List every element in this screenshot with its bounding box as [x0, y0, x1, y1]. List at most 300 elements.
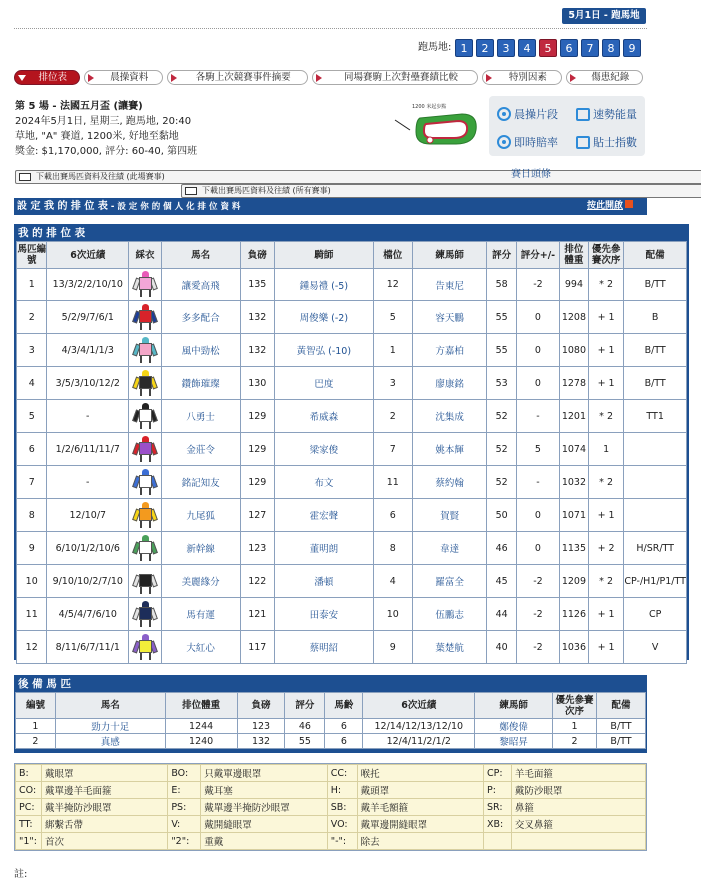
legend-code — [484, 833, 512, 850]
tab-arrow-icon — [18, 75, 26, 85]
cell: - — [516, 466, 559, 499]
legend-code: "-": — [327, 833, 357, 850]
cell — [624, 499, 687, 532]
tool-label: 速勢能量 — [593, 108, 637, 121]
column-header: 6次近績 — [47, 242, 129, 269]
track-map-icon — [390, 100, 482, 158]
cell: + 1 — [588, 334, 623, 367]
play-icon — [497, 107, 511, 121]
cell: -2 — [516, 598, 559, 631]
column-header: 評分+/- — [516, 242, 559, 269]
cell: + 1 — [588, 631, 623, 664]
cell[interactable]: 美麗緣分 — [161, 565, 240, 598]
cell: 132 — [240, 301, 275, 334]
reserve-table — [15, 692, 646, 749]
legend-code: BO: — [168, 765, 201, 782]
silk-yellow-black-icon — [134, 370, 156, 397]
cell[interactable]: 姚本輝 — [412, 433, 487, 466]
legend-code: CP: — [484, 765, 512, 782]
open-label: 按此開啟 — [586, 201, 623, 211]
cell: CP-/H1/P1/TT — [624, 565, 687, 598]
cell: 129 — [240, 433, 275, 466]
horse-row — [17, 499, 687, 532]
legend-desc: 鼻箍 — [511, 799, 645, 816]
legend-desc: 戴頭罩 — [357, 782, 483, 799]
cell: 0 — [516, 532, 559, 565]
cell — [129, 499, 162, 532]
download-all-races-button[interactable] — [181, 184, 701, 198]
cell: 0 — [516, 367, 559, 400]
cell: 1 — [16, 719, 56, 734]
cell: 6 — [17, 433, 47, 466]
silk-white-green-icon — [134, 535, 156, 562]
race-prize: 獎金: $1,170,000, 評分: 60-40, 第四班 — [15, 146, 198, 157]
race-2-button[interactable]: 2 — [476, 39, 494, 57]
cell: 6/10/1/2/10/6 — [47, 532, 129, 565]
horse-row — [17, 433, 687, 466]
section-subtitle: - 設 定 你 的 個 人 化 排 位 資 料 — [107, 202, 241, 212]
cell: 7 — [17, 466, 47, 499]
cell: 55 — [487, 334, 516, 367]
cell: 5 — [373, 301, 412, 334]
race-1-button[interactable]: 1 — [455, 39, 473, 57]
cell: 3/5/3/10/12/2 — [47, 367, 129, 400]
cell: 3 — [17, 334, 47, 367]
download-label: 下載出賽馬匹資料及往績 (此場賽事) — [36, 172, 165, 181]
cell: 1080 — [560, 334, 589, 367]
legend-desc — [511, 833, 645, 850]
cell: 1 — [17, 269, 47, 301]
cell[interactable]: 賀賢 — [412, 499, 487, 532]
cell: + 1 — [588, 598, 623, 631]
cell: 1036 — [560, 631, 589, 664]
cell: 53 — [487, 367, 516, 400]
cell[interactable]: 告東尼 — [412, 269, 487, 301]
column-header: 配備 — [597, 693, 646, 719]
horse-row — [17, 334, 687, 367]
cell: H/SR/TT — [624, 532, 687, 565]
cell[interactable]: 讓愛高飛 — [161, 269, 240, 301]
legend-row — [16, 782, 646, 799]
tab-bar — [14, 69, 647, 85]
cell: B — [624, 301, 687, 334]
cell[interactable]: 董明朗 — [275, 532, 374, 565]
cell[interactable]: 周俊樂 (-2) — [275, 301, 374, 334]
cell[interactable]: 梁家俊 — [275, 433, 374, 466]
tab-label: 同場賽駒上次對壘賽績比較 — [343, 71, 458, 83]
cell — [129, 532, 162, 565]
cell: B/TT — [624, 367, 687, 400]
cell: 5 — [17, 400, 47, 433]
legend-code: "1": — [16, 833, 42, 850]
column-header: 馬名 — [55, 693, 165, 719]
tab-trackwork[interactable] — [84, 70, 163, 85]
open-arrow-icon — [625, 200, 633, 208]
cell: 5 — [516, 433, 559, 466]
tab-arrow-icon — [171, 74, 177, 82]
cell: 46 — [285, 719, 325, 734]
cell: 129 — [240, 466, 275, 499]
cell: 123 — [240, 532, 275, 565]
cell: - — [516, 400, 559, 433]
legend-code: B: — [16, 765, 42, 782]
legend-code: VO: — [327, 816, 357, 833]
race-6-button[interactable]: 6 — [560, 39, 578, 57]
cell[interactable]: 伍鵬志 — [412, 598, 487, 631]
cell[interactable]: 金莊令 — [161, 433, 240, 466]
silk-navy-white-icon — [134, 601, 156, 628]
cell: 135 — [240, 269, 275, 301]
cell: 1208 — [560, 301, 589, 334]
cell[interactable]: 葉楚航 — [412, 631, 487, 664]
cell[interactable]: 蔡約翰 — [412, 466, 487, 499]
tips-index-link[interactable] — [576, 134, 637, 150]
legend-desc: 戴半掩防沙眼罩 — [41, 799, 167, 816]
column-header: 評分 — [487, 242, 516, 269]
legend-code: E: — [168, 782, 201, 799]
column-header: 馬齡 — [325, 693, 363, 719]
cell: -2 — [516, 269, 559, 301]
column-header: 排位體重 — [165, 693, 237, 719]
cell: 1240 — [165, 734, 237, 749]
cell: 11 — [17, 598, 47, 631]
legend-desc: 戴開縫眼罩 — [201, 816, 328, 833]
legend-code: SR: — [484, 799, 512, 816]
venue-label: 跑馬地: — [418, 42, 452, 53]
live-odds-link[interactable] — [497, 134, 558, 150]
cell[interactable]: 田泰安 — [275, 598, 374, 631]
cell[interactable]: 鄭俊偉 — [475, 719, 553, 734]
gear-legend — [14, 763, 647, 851]
cell[interactable]: 鍾易禮 (-5) — [275, 269, 374, 301]
legend-code: CC: — [327, 765, 357, 782]
cell: 2 — [553, 734, 597, 749]
tool-panel — [489, 96, 645, 156]
race-3-button[interactable]: 3 — [497, 39, 515, 57]
cell: 1201 — [560, 400, 589, 433]
cell: 1 — [373, 334, 412, 367]
legend-row — [16, 765, 646, 782]
cell — [129, 269, 162, 301]
odds-icon — [497, 135, 511, 149]
column-header: 編號 — [16, 693, 56, 719]
cell: 0 — [516, 334, 559, 367]
cell: 8 — [373, 532, 412, 565]
cell: 40 — [487, 631, 516, 664]
race-5-button[interactable]: 5 — [539, 39, 557, 57]
cell: 52 — [487, 400, 516, 433]
horse-row — [17, 565, 687, 598]
cell: 132 — [240, 334, 275, 367]
race-8-button[interactable]: 8 — [602, 39, 620, 57]
cell: 0 — [516, 499, 559, 532]
legend-code: XB: — [484, 816, 512, 833]
cell: 6 — [325, 719, 363, 734]
tab-label: 特別因素 — [508, 71, 547, 83]
cell: 6 — [325, 734, 363, 749]
section-title: 設 定 我 的 排 位 表 — [17, 201, 108, 212]
custom-racecard-bar — [14, 198, 647, 215]
date-venue-button[interactable]: 5月1日 - 跑馬地 — [562, 8, 646, 24]
cell: 12/10/7 — [47, 499, 129, 532]
race-7-button[interactable]: 7 — [581, 39, 599, 57]
tab-last-race-incidents[interactable] — [167, 70, 308, 85]
cell: -2 — [516, 565, 559, 598]
cell[interactable]: 新幹線 — [161, 532, 240, 565]
silk-yellow-purple-icon — [134, 634, 156, 661]
cell: 1209 — [560, 565, 589, 598]
legend-desc: 只戴單邊眼罩 — [201, 765, 328, 782]
cell: 1032 — [560, 466, 589, 499]
cell: 1135 — [560, 532, 589, 565]
reserve-row — [16, 719, 646, 734]
tab-head-to-head[interactable] — [312, 70, 479, 85]
raceday-headline-link[interactable]: 賽日頭條 — [511, 169, 551, 180]
cell[interactable]: 八勇士 — [161, 400, 240, 433]
legend-desc: 喉托 — [357, 765, 483, 782]
legend-row — [16, 816, 646, 833]
tab-race-card[interactable] — [14, 70, 80, 85]
legend-desc: 交叉鼻箍 — [511, 816, 645, 833]
column-header: 優先參賽次序 — [553, 693, 597, 719]
cell: 1244 — [165, 719, 237, 734]
cell: 12/4/11/2/1/2 — [363, 734, 475, 749]
speed-energy-link[interactable] — [576, 106, 637, 122]
cell[interactable]: 九尾狐 — [161, 499, 240, 532]
legend-desc: 綁繫舌帶 — [41, 816, 167, 833]
cell: 13/3/2/2/10/10 — [47, 269, 129, 301]
cell: V — [624, 631, 687, 664]
cell: + 1 — [588, 499, 623, 532]
race-4-button[interactable]: 4 — [518, 39, 536, 57]
cell: 129 — [240, 400, 275, 433]
download-label: 下載出賽馬匹資料及往績 (所有賽事) — [202, 186, 331, 195]
legend-desc: 戴單邊羊毛面箍 — [41, 782, 167, 799]
horse-row — [17, 598, 687, 631]
open-settings-link[interactable] — [587, 198, 633, 215]
legend-desc: 戴羊毛額箍 — [357, 799, 483, 816]
cell: * 2 — [588, 400, 623, 433]
cell[interactable]: 蔡明紹 — [275, 631, 374, 664]
cell[interactable]: 鑽飾璀璨 — [161, 367, 240, 400]
trackwork-video-link[interactable] — [497, 106, 558, 122]
silk-white-black-stripes-icon — [134, 403, 156, 430]
column-header: 負磅 — [240, 242, 275, 269]
cell: 994 — [560, 269, 589, 301]
cell: 8 — [17, 499, 47, 532]
column-header: 綵衣 — [129, 242, 162, 269]
cell: 1278 — [560, 367, 589, 400]
silk-orange-yellow-icon — [134, 502, 156, 529]
cell[interactable]: 多多配合 — [161, 301, 240, 334]
cell: 55 — [285, 734, 325, 749]
column-header: 馬名 — [161, 242, 240, 269]
cell: 4 — [373, 565, 412, 598]
cell: - — [47, 466, 129, 499]
tab-arrow-icon — [88, 74, 94, 82]
cell: 4 — [17, 367, 47, 400]
cell — [129, 334, 162, 367]
cell: 12 — [17, 631, 47, 664]
cell: 58 — [487, 269, 516, 301]
race-info — [15, 99, 197, 159]
legend-code: H: — [327, 782, 357, 799]
cell: 130 — [240, 367, 275, 400]
cell[interactable]: 沈集成 — [412, 400, 487, 433]
cell — [129, 466, 162, 499]
cell — [624, 433, 687, 466]
legend-row — [16, 833, 646, 850]
cell[interactable]: 大紅心 — [161, 631, 240, 664]
track-start-label: 1200 米起步點 — [412, 104, 447, 110]
tab-label: 各駒上次競賽事件摘要 — [195, 71, 291, 83]
cell: + 2 — [588, 532, 623, 565]
divider — [14, 28, 647, 29]
cell — [624, 466, 687, 499]
cell — [129, 367, 162, 400]
silk-black-white-dots-icon — [134, 568, 156, 595]
cell: 121 — [240, 598, 275, 631]
chart-icon — [576, 108, 590, 121]
cell — [129, 433, 162, 466]
download-this-race-button[interactable] — [15, 170, 701, 184]
cell: 10 — [373, 598, 412, 631]
cell: 3 — [373, 367, 412, 400]
cell: 12 — [373, 269, 412, 301]
cell[interactable]: 黎昭昇 — [475, 734, 553, 749]
cell[interactable]: 容天鵬 — [412, 301, 487, 334]
race-number-selector — [455, 39, 641, 57]
cell[interactable]: 霍宏聲 — [275, 499, 374, 532]
cell: 1126 — [560, 598, 589, 631]
cell: 46 — [487, 532, 516, 565]
legend-code: "2": — [168, 833, 201, 850]
reserve-title: 後 備 馬 匹 — [18, 678, 71, 690]
cell[interactable]: 真感 — [55, 734, 165, 749]
legend-desc: 除去 — [357, 833, 483, 850]
cell: B/TT — [597, 734, 646, 749]
cell: 1071 — [560, 499, 589, 532]
tab-special-factors[interactable] — [482, 70, 561, 85]
reserve-panel — [14, 675, 647, 753]
tab-label: 晨操資料 — [110, 71, 149, 83]
cell: B/TT — [624, 334, 687, 367]
reserve-row — [16, 734, 646, 749]
cell[interactable]: 方嘉柏 — [412, 334, 487, 367]
cell: 4/3/4/1/1/3 — [47, 334, 129, 367]
silk-purple-red-icon — [134, 436, 156, 463]
cell: * 2 — [588, 565, 623, 598]
legend-code: TT: — [16, 816, 42, 833]
race-datetime: 2024年5月1日, 星期三, 跑馬地, 20:40 — [15, 116, 192, 127]
column-header: 檔位 — [373, 242, 412, 269]
cell: * 2 — [588, 269, 623, 301]
cell[interactable]: 廖康銘 — [412, 367, 487, 400]
cell — [129, 631, 162, 664]
cell: B/TT — [624, 269, 687, 301]
tab-label: 傷患紀錄 — [591, 71, 630, 83]
cell: 8/11/6/7/11/1 — [47, 631, 129, 664]
legend-desc: 戴防沙眼罩 — [511, 782, 645, 799]
legend-code: PC: — [16, 799, 42, 816]
tab-arrow-icon — [570, 74, 576, 82]
legend-desc: 戴單邊開縫眼罩 — [357, 816, 483, 833]
cell: 2 — [17, 301, 47, 334]
cell[interactable]: 韋達 — [412, 532, 487, 565]
horse-row — [17, 367, 687, 400]
cell: 55 — [487, 301, 516, 334]
column-header: 練馬師 — [475, 693, 553, 719]
legend-code: P: — [484, 782, 512, 799]
legend-code: PS: — [168, 799, 201, 816]
column-header: 練馬師 — [412, 242, 487, 269]
silk-pink-teal-icon — [134, 337, 156, 364]
chart-icon — [576, 136, 590, 149]
tab-arrow-icon — [316, 74, 322, 82]
legend-desc: 首次 — [41, 833, 167, 850]
horse-row — [17, 400, 687, 433]
cell: 9 — [373, 631, 412, 664]
cell[interactable]: 馬有運 — [161, 598, 240, 631]
column-header: 配備 — [624, 242, 687, 269]
tool-label: 貼士指數 — [593, 136, 637, 149]
tool-label: 即時賠率 — [514, 136, 558, 149]
cell[interactable]: 希威森 — [275, 400, 374, 433]
cell: 7 — [373, 433, 412, 466]
my-racecard-panel — [14, 224, 689, 660]
column-header: 優先參賽次序 — [588, 242, 623, 269]
column-header: 負磅 — [237, 693, 285, 719]
legend-row — [16, 799, 646, 816]
cell: 12/14/12/13/12/10 — [363, 719, 475, 734]
horse-row — [17, 532, 687, 565]
cell[interactable]: 銘記知友 — [161, 466, 240, 499]
race-9-button[interactable]: 9 — [623, 39, 641, 57]
column-header: 騎師 — [275, 242, 374, 269]
cell: 5/2/9/7/6/1 — [47, 301, 129, 334]
cell: 50 — [487, 499, 516, 532]
cell: - — [47, 400, 129, 433]
my-racecard-title: 我 的 排 位 表 — [18, 227, 86, 239]
cell[interactable]: 風中勁松 — [161, 334, 240, 367]
cell: 127 — [240, 499, 275, 532]
cell: 1074 — [560, 433, 589, 466]
tab-injury-record[interactable] — [566, 70, 643, 85]
cell[interactable]: 潘頓 — [275, 565, 374, 598]
silk-white-blue-icon — [134, 469, 156, 496]
legend-desc: 重戴 — [201, 833, 328, 850]
cell: 45 — [487, 565, 516, 598]
cell: -2 — [516, 631, 559, 664]
legend-code: SB: — [327, 799, 357, 816]
cell: 1 — [553, 719, 597, 734]
cell[interactable]: 羅富全 — [412, 565, 487, 598]
cell[interactable]: 布文 — [275, 466, 374, 499]
tab-label: 排位表 — [38, 71, 68, 83]
cell[interactable]: 巴度 — [275, 367, 374, 400]
cell: B/TT — [597, 719, 646, 734]
column-header: 馬匹編號 — [17, 242, 47, 269]
cell[interactable]: 勁力十足 — [55, 719, 165, 734]
horse-row — [17, 631, 687, 664]
legend-desc: 戴眼罩 — [41, 765, 167, 782]
horse-row — [17, 466, 687, 499]
cell: + 1 — [588, 301, 623, 334]
cell — [129, 400, 162, 433]
cell[interactable]: 黃智弘 (-10) — [275, 334, 374, 367]
column-header: 6次近績 — [363, 693, 475, 719]
silk-red-blue-icon — [134, 304, 156, 331]
